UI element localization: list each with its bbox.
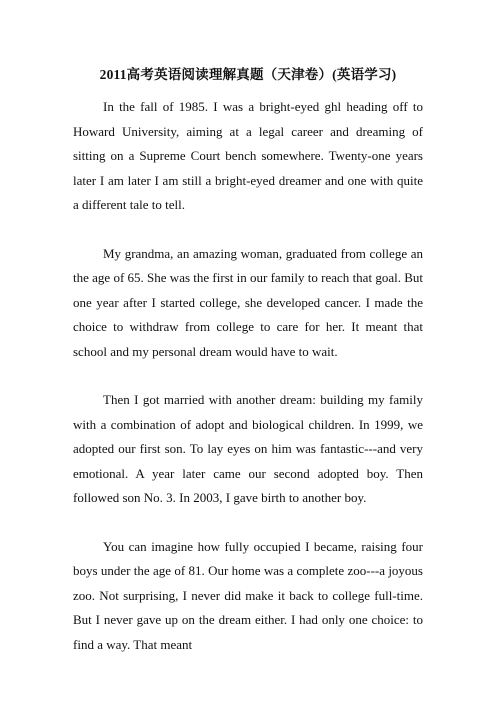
document-body xyxy=(73,95,423,681)
paragraph: In the fall of 1985. I was a bright-eyed ghl heading off to Howard University, aiming at a legal career and dreaming of sitting on a Supreme Court bench somewhere. Twenty-one years later I am later I am still a bright-eyed dreamer and one with quite a different tale to tell. xyxy=(73,99,423,212)
paragraph: My grandma, an amazing woman, graduated from college an the age of 65. She was the first in our family to reach that goal. But one year after I started college, she developed cancer. I made the choice to withdraw from college to care for her. It meant that school and my personal dream would have to wait. xyxy=(73,245,423,359)
document-title: 2011高考英语阅读理解真题（天津卷）(英语学习) xyxy=(99,67,397,82)
paragraph: Then I got married with another dream: building my family with a combination of adopt and biological children. In 1999, we adopted our first son. To lay eyes on him was fantastic---and very emotional. A year later came our second adopted boy. Then followed son No. 3. In 2003, I gave birth to another boy. xyxy=(73,392,423,505)
paragraph: You can imagine how fully occupied I became, raising four boys under the age of 81. Our home was a complete zoo---a joyous zoo. Not surprising, I never did make it back to college full-time. But I never gave up on the dream either. I had only one choice: to find a way. That meant xyxy=(73,538,423,652)
